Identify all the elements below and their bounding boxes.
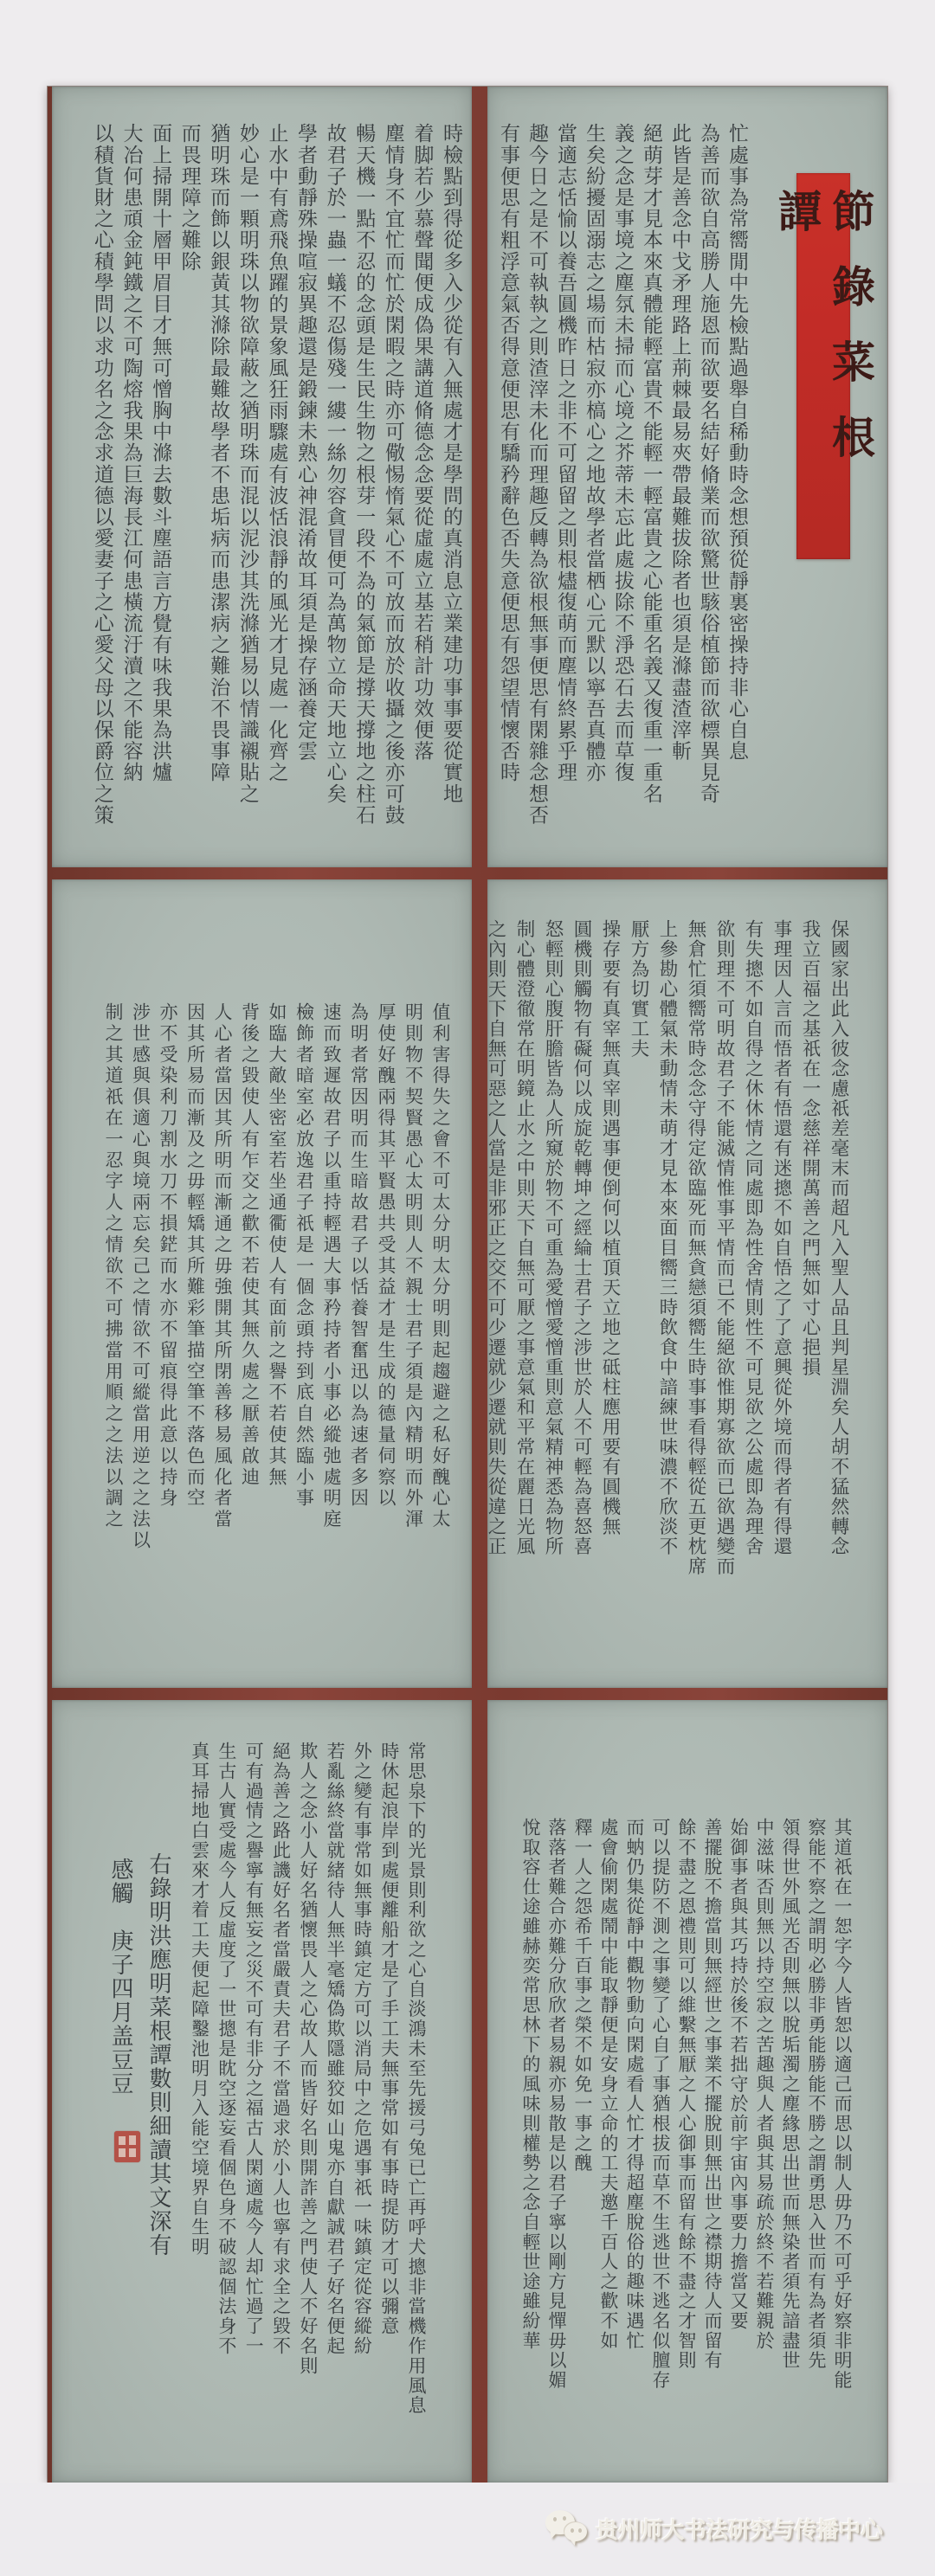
text-column: 制心體澄徹常在明鏡止水之中則天下自無可厭之事意氣和平常在麗日光風 <box>513 919 535 1556</box>
text-column: 處會偷閑處鬧中能取靜便是安身立命的工夫邀千百人之歡不如 <box>598 1818 619 2351</box>
text-column: 外之變有事常如無事時鎮定方可以消局中之危遇事祇一味鎮定從容縱紛 <box>351 1742 373 2356</box>
text-column: 忙處事為常嚮閒中先檢點過舉自稀動時念想預從靜裏密操持非心自息 <box>725 123 748 762</box>
text-column: 釋一人之怨希千百事之榮不如免一事之醜 <box>572 1818 593 2174</box>
text-column: 值利害得失之會不可太分明太分明則起趨避之私好醜心太 <box>430 1002 451 1530</box>
text-column: 欲則理不可明故君子不能滅情惟事平情而已不能絕欲惟期寡欲而已欲遇變而 <box>713 919 735 1576</box>
text-column: 如臨大敵坐密室若坐通衢使人有面前之譽不若使其無 <box>267 1002 287 1489</box>
text-column: 其道祇在一恕字今人皆恕以適己而思以制人毋乃不可乎好察非明能 <box>832 1818 853 2391</box>
colophon-line-1: 右錄明洪應明菜根譚數則細讀其文深有 <box>145 1852 171 2257</box>
text-column: 止水中有鳶飛魚躍的景象風狂雨驟處有波恬浪靜的風光才見處一化齊之 <box>265 123 288 783</box>
text-column: 上參勘心體氣未動情未萌才見本來面目嚮三時飲食中諳練世味濃不欣淡不 <box>656 919 678 1556</box>
bottom-mount-strip <box>0 2483 935 2576</box>
text-column: 此皆是善念中戈矛理路上荊棘最易夾帶最難拔除者也須是滌盡渣滓斬 <box>668 123 691 762</box>
text-column: 妙心是一顆明珠以物欲障蔽之猶明珠而混以泥沙其洗滌猶易以情識襯貼之 <box>235 123 259 805</box>
text-column: 圓機則觸物有礙何以成旋乾轉坤之經綸士君子之涉世於人不可輕為喜怒喜 <box>571 919 592 1556</box>
text-column: 故君子於一蟲一蟻不忍傷殘一縷一絲勿容貪冒便可為萬物立命天地立心矣 <box>323 123 346 805</box>
wechat-icon <box>545 2508 590 2552</box>
panel-text-bottom-right <box>518 1818 855 2438</box>
panel-text-top-left <box>87 123 465 834</box>
artist-seal <box>114 2131 140 2162</box>
colophon-line-2: 感觸 庚子四月盖豆豆 <box>107 1858 133 2096</box>
text-column: 領得世外風光否則無以脫垢濁之塵緣思出世而無染者須先諳盡世 <box>780 1818 801 2371</box>
text-column: 真耳掃地白雲來才着工夫便起障鑿池明月入能空境界自生明 <box>189 1742 210 2257</box>
text-column: 厚使好醜兩得其平賢愚共受其益才是生成的德量伺察以 <box>376 1002 397 1510</box>
text-column: 常思泉下的光景則利欲之心自淡鴻未至先援弓兔已亡再呼犬摠非當機作用風息 <box>406 1742 427 2416</box>
text-column: 善擺脫不擔當則無經世之事業不擺脫則無出世之襟期待人而留有 <box>702 1818 723 2371</box>
text-column: 若亂絲終當就緒待人無半毫矯偽欺隱雖狡如山鬼亦自獻誠君子好名便起 <box>325 1742 346 2356</box>
panel-text-top-right <box>493 123 751 834</box>
text-column: 察能不察之謂明必勝非勇能勝能不勝之謂勇思入世而有為者須先 <box>806 1818 827 2371</box>
text-column: 之內則天下自無可惡之人當是非邪正之交不可少遷就少遷就則失從違之正 <box>485 919 506 1556</box>
text-column: 絕萌芽才見本來真體能輕富貴不能輕一輕富貴之心能重名義又復重一重名 <box>640 123 662 805</box>
text-column: 亦不受染利刀割水刀不損鋩而水亦不留痕得此意以持身 <box>158 1002 178 1510</box>
panel-text-middle-left <box>100 1002 455 1563</box>
text-column: 為善而欲自高勝人施恩而欲要名結好脩業而欲驚世駭俗植節而欲標異見奇 <box>697 123 719 805</box>
text-column: 涉世感與俱適心與境兩忘矣己之情欲不可縱當用逆之之法以 <box>130 1002 152 1552</box>
text-column: 趣今日之是不可執執之則渣滓未化而理趣反轉為欲根無事便思有閑雜念想否 <box>526 123 548 826</box>
watermark-text: 贵州师大书法研究与传播中心 <box>596 2518 883 2544</box>
text-column: 我立百福之基祇在一念慈祥開萬善之門無如寸心挹損 <box>799 919 821 1377</box>
text-column: 絕為善之路此譏好名者當嚴責夫君子不當過求於小人也寧有求全之毀不 <box>270 1742 292 2356</box>
text-column: 怒輕則心腹肝膽皆為人所窺於物不可重為愛憎愛憎重則意氣精神悉為物所 <box>542 919 564 1556</box>
text-column: 始御事者與其巧持於後不若拙守於前宇宙內事要力擔當又要 <box>728 1818 749 2331</box>
text-column: 面上掃開十層甲眉目才無可憎胸中滌去數斗塵語言方覺有味我果為洪爐 <box>149 123 172 783</box>
text-column: 時檢點到得從多入少從有入無處才是學問的真消息立業建功事事要從實地 <box>440 123 462 805</box>
text-column: 時休起浪岸到處便離船才是了手工夫無事常如有事時提防才可以彌意 <box>378 1742 400 2336</box>
text-column: 着脚若少慕聲聞便成偽果講道脩德念念要從虛處立基若稍計功效便落 <box>410 123 434 762</box>
text-column: 而畏理障之難除 <box>177 123 201 273</box>
text-column: 可以提防不測之事變了心自了事猶根拔而草不生逃世不逃名似膻存 <box>650 1818 671 2391</box>
text-column: 生矣紛擾固溺志之場而枯寂亦槁心之地故學者當栖心元默以寧吾真體亦 <box>583 123 605 783</box>
text-column: 檢飾者暗室必放逸君子祇是一個念頭持到底自然臨小事 <box>293 1002 315 1510</box>
text-column: 義之念是事境之塵氛未掃而心境之芥蒂未忘此處拔除不淨恐石去而草復 <box>611 123 634 783</box>
text-column: 當適志恬愉以養吾圓機昨日之非不可留留之則根燼復萌而塵情終累乎理 <box>554 123 577 783</box>
text-column: 落落者難合亦難分欣欣者易親亦易散是以君子寧以剛方見憚毋以媚 <box>546 1818 567 2391</box>
text-column: 保國家出此入彼念慮祇差毫末而超凡入聖人品且判星淵矣人胡不猛然轉念 <box>828 919 849 1556</box>
panel-text-bottom-left <box>185 1742 429 2462</box>
text-column: 有失摠不如自得之休休情之同處即為性舍情則性不可見欲之公處即為理舍 <box>742 919 764 1556</box>
text-column: 因其所易而漸及之毋輕矯其所難彩筆描空筆不落色而空 <box>184 1002 206 1510</box>
text-column: 而蚋仍集從靜中觀物動向閑處看人忙才得超塵脫俗的趣味遇忙 <box>624 1818 645 2351</box>
title-slip <box>771 173 876 559</box>
text-column: 背後之毀使人有乍交之歡不若使其無久處之厭善啟迪 <box>239 1002 261 1489</box>
text-column: 人心者當因其所明而漸通之毋強開其所閉善移易風化者當 <box>212 1002 233 1530</box>
text-column: 明則物不契賢愚心太明則人不親士君子須是內精明而外渾 <box>403 1002 424 1530</box>
text-column: 學者動靜殊操喧寂異趣還是鍛鍊未熟心神混淆故耳須是操存涵養定雲 <box>294 123 318 762</box>
text-column: 有事便思有粗浮意氣否得意便思有驕矜辭色否失意便思有怨望情懷否時 <box>497 123 519 783</box>
text-column: 塵情身不宜忙而忙於閑暇之時亦可儆惕惰氣心不可放而放於收攝之後亦可鼓 <box>381 123 404 826</box>
text-column: 制之其道祇在一忍字人之情欲不可拂當用順之之法以調之 <box>103 1002 124 1530</box>
text-column: 無倉忙須嚮常時念念守得定欲臨死而無貪戀須嚮生時事事看得輕從五更枕席 <box>685 919 706 1576</box>
text-column: 速而致遲故君子以重持輕遇大事矜持者小事必縱弛處明庭 <box>321 1002 342 1530</box>
text-column: 餘不盡之恩禮則可以維繫無厭之人心御事而留有餘不盡之才智則 <box>676 1818 697 2371</box>
text-column: 操存要有真宰無真宰則遇事便倒何以植頂天立地之砥柱應用要有圓機無 <box>599 919 621 1536</box>
title-slip-text: 節錄菜根譚 <box>771 189 876 490</box>
text-column: 大冶何患頑金鈍鐵之不可陶熔我果為巨海長江何患橫流汙瀆之不能容納 <box>119 123 143 783</box>
text-column: 欺人之念小人好名猶懷畏人之心故人而皆好名則開詐善之門使人不好名則 <box>297 1742 319 2376</box>
text-column: 厭方為切實工夫 <box>628 919 649 1059</box>
text-column: 以積貨財之心積學問以求功名之念求道德以愛妻子之心愛父母以保爵位之策 <box>90 123 113 826</box>
text-column: 生古人實受處今人反虛度了一世摠是眈空逐妄看個色身不破認個法身不 <box>216 1742 237 2356</box>
panel-text-middle-right <box>481 919 853 1651</box>
text-column: 事理因人言而悟者有悟還有迷摠不如自悟之了了意興從外境而得者有得還 <box>771 919 792 1556</box>
text-column: 為明者常因明而生暗故君子以恬養智奮迅以為速者多因 <box>348 1002 370 1510</box>
text-column: 中滋味否則無以持空寂之苦趣與人者與其易疏於終不若難親於 <box>754 1818 775 2351</box>
text-column: 可有過情之譽寧有無妄之災不可有非分之福古人閑適處今人却忙過了一 <box>243 1742 265 2356</box>
text-column: 猶明珠而飾以銀黃其滌除最難故學者不患垢病而患潔病之難治不畏事障 <box>207 123 230 783</box>
text-column: 暢天機一點不忍的念頭是生民生物之根芽一段不為的氣節是撐天撐地之柱石 <box>352 123 376 826</box>
text-column: 悅取容仕途雖赫奕常思林下的風味則權勢之念自輕世途雖紛華 <box>520 1818 541 2351</box>
